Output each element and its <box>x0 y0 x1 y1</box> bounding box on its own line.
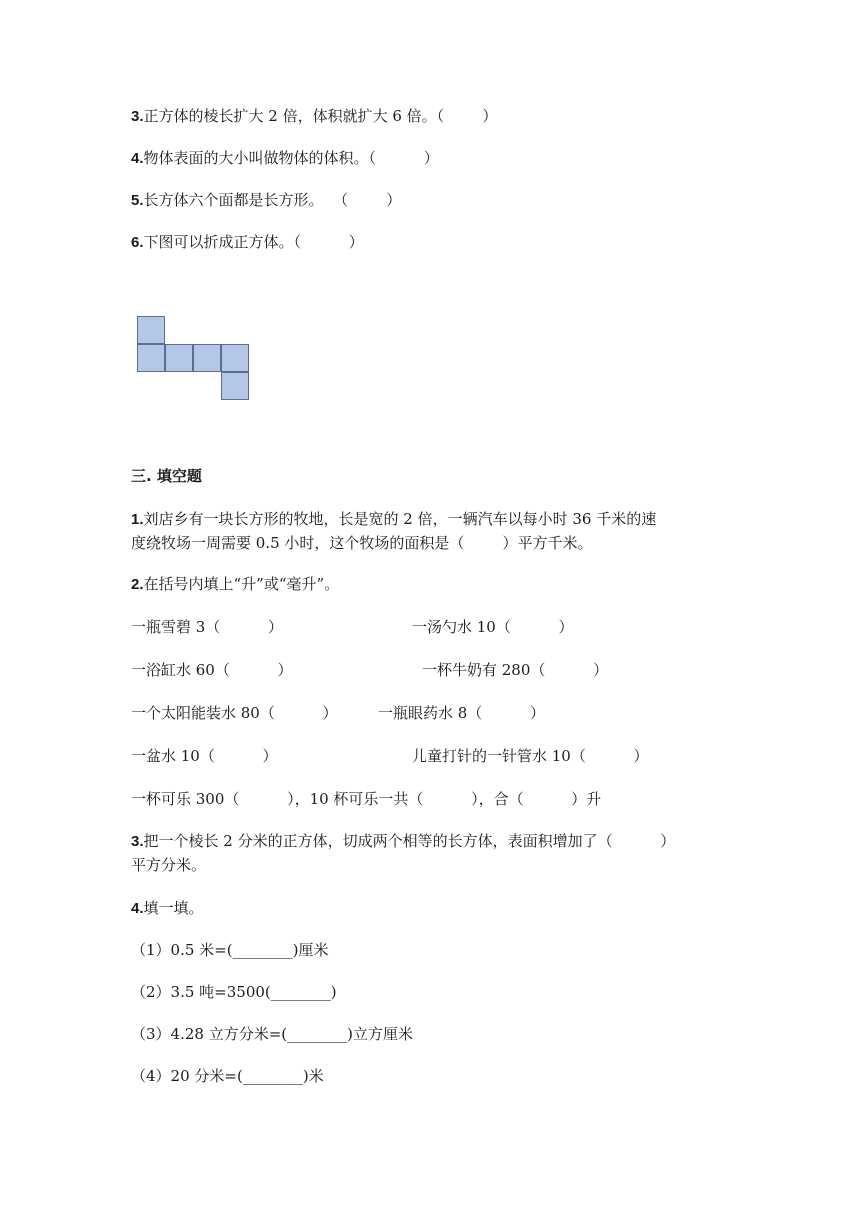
fill-question-2 <box>131 574 339 595</box>
judge-question-4 <box>131 148 439 169</box>
question-number: 1. <box>131 511 144 528</box>
fill-question-1-line1 <box>131 509 656 530</box>
fill-question-3-line1 <box>131 831 675 852</box>
blank-item: 儿童打针的一针管水 10（ ） <box>412 747 649 765</box>
question-number: 5. <box>131 192 144 209</box>
question-number: 4. <box>131 150 144 167</box>
cube-net-figure <box>137 316 249 402</box>
question-text: 在括号内填上“升”或“毫升”。 <box>143 575 340 593</box>
question-text: 下图可以折成正方体。（ ） <box>143 233 364 251</box>
judge-question-6 <box>131 232 364 253</box>
question-number: 2. <box>131 576 144 593</box>
conversion-item: （3）4.28 立方分米=(________)立方厘米 <box>131 1025 413 1043</box>
net-square <box>165 344 193 372</box>
question-number: 3. <box>131 108 144 125</box>
question-text: 填一填。 <box>143 899 204 917</box>
conversion-item: （4）20 分米=(________)米 <box>131 1067 324 1085</box>
blank-item: 一汤勺水 10（ ） <box>412 618 574 636</box>
net-square <box>193 344 221 372</box>
judge-question-3 <box>131 106 497 127</box>
fill-question-4 <box>131 898 204 919</box>
blank-item: 一瓶雪碧 3（ ） <box>131 618 283 636</box>
section-heading: 三. 填空题 <box>131 467 202 485</box>
fill-question-3-line2: 平方分米。 <box>131 856 207 874</box>
question-number: 4. <box>131 900 144 917</box>
question-text: 物体表面的大小叫做物体的体积。（ ） <box>143 149 439 167</box>
blank-item: 一浴缸水 60（ ） <box>131 661 293 679</box>
net-square <box>137 316 165 344</box>
blank-item: 一瓶眼药水 8（ ） <box>378 704 545 722</box>
question-text: 正方体的棱长扩大 2 倍，体积就扩大 6 倍。（ ） <box>143 107 498 125</box>
question-text: 长方体六个面都是长方形。 （ ） <box>143 191 402 209</box>
net-square <box>137 344 165 372</box>
net-square <box>221 372 249 400</box>
blank-item: 一个太阳能装水 80（ ） <box>131 704 338 722</box>
conversion-item: （1）0.5 米=(________)厘米 <box>131 941 329 959</box>
judge-question-5 <box>131 190 401 211</box>
question-number: 3. <box>131 833 144 850</box>
conversion-item: （2）3.5 吨=3500(________) <box>131 983 337 1001</box>
blank-item-cola: 一杯可乐 300（ ），10 杯可乐一共（ ），合（ ）升 <box>131 790 602 808</box>
net-square <box>221 344 249 372</box>
blank-item: 一杯牛奶有 280（ ） <box>422 661 609 679</box>
fill-question-1-line2: 度绕牧场一周需要 0.5 小时，这个牧场的面积是（ ）平方千米。 <box>131 534 593 552</box>
blank-item: 一盆水 10（ ） <box>131 747 278 765</box>
question-text: 刘店乡有一块长方形的牧地，长是宽的 2 倍，一辆汽车以每小时 36 千米的速 <box>143 510 657 528</box>
question-number: 6. <box>131 234 144 251</box>
question-text: 把一个棱长 2 分米的正方体，切成两个相等的长方体，表面积增加了（ ） <box>143 832 676 850</box>
